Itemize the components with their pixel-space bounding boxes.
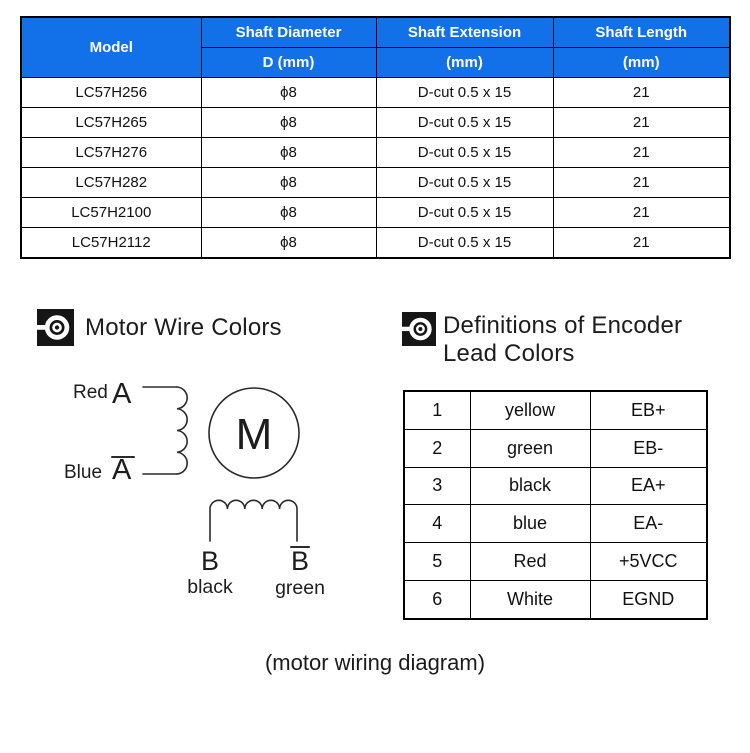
section-title-line2: Lead Colors xyxy=(443,340,575,367)
color-cell: Red xyxy=(470,543,590,581)
section-title-text: Motor Wire Colors xyxy=(85,314,282,341)
shaft-spec-table xyxy=(20,16,731,259)
diameter-cell: ϕ8 xyxy=(201,138,376,168)
color-cell: White xyxy=(470,580,590,618)
diameter-cell: ϕ8 xyxy=(201,108,376,138)
diameter-cell: ϕ8 xyxy=(201,168,376,198)
table-row xyxy=(404,391,707,429)
col-header-shaft-length: Shaft Length xyxy=(553,17,730,48)
length-cell: 21 xyxy=(553,168,730,198)
extension-cell: D-cut 0.5 x 15 xyxy=(376,138,553,168)
length-cell: 21 xyxy=(553,78,730,108)
pin-cell: 5 xyxy=(404,543,470,581)
signal-cell: EA+ xyxy=(590,467,707,505)
col-header-shaft-diameter: Shaft Diameter xyxy=(201,17,376,48)
model-cell: LC57H265 xyxy=(21,108,201,138)
signal-cell: EGND xyxy=(590,580,707,618)
color-cell: black xyxy=(470,467,590,505)
table-row xyxy=(21,138,730,168)
coil-winding-a xyxy=(177,387,187,474)
length-cell: 21 xyxy=(553,138,730,168)
model-cell: LC57H2112 xyxy=(21,228,201,259)
diagram-caption: (motor wiring diagram) xyxy=(264,650,486,675)
col-subheader-length-unit: (mm) xyxy=(553,48,730,78)
length-cell: 21 xyxy=(553,198,730,228)
diameter-cell: ϕ8 xyxy=(201,198,376,228)
coil-winding-b xyxy=(210,500,297,541)
table-row xyxy=(404,543,707,581)
diameter-cell: ϕ8 xyxy=(201,78,376,108)
table-row xyxy=(21,168,730,198)
motor-wire-colors-heading xyxy=(37,309,282,346)
encoder-lead-colors-heading xyxy=(402,312,682,368)
table-row xyxy=(404,580,707,618)
col-subheader-extension-unit: (mm) xyxy=(376,48,553,78)
pin-cell: 2 xyxy=(404,429,470,467)
col-header-model: Model xyxy=(21,17,201,78)
pin-cell: 4 xyxy=(404,505,470,543)
extension-cell: D-cut 0.5 x 15 xyxy=(376,168,553,198)
signal-cell: EB- xyxy=(590,429,707,467)
terminal-label: A xyxy=(112,378,132,410)
color-cell: yellow xyxy=(470,391,590,429)
terminal-label: A xyxy=(112,454,132,486)
signal-cell: +5VCC xyxy=(590,543,707,581)
encoder-lead-table xyxy=(403,390,708,620)
target-spiral-icon xyxy=(37,309,74,346)
table-row xyxy=(21,108,730,138)
table-row xyxy=(21,228,730,259)
extension-cell: D-cut 0.5 x 15 xyxy=(376,78,553,108)
model-cell: LC57H282 xyxy=(21,168,201,198)
col-header-shaft-extension: Shaft Extension xyxy=(376,17,553,48)
color-cell: green xyxy=(470,429,590,467)
motor-letter: M xyxy=(235,410,273,459)
wire-color-label: Red xyxy=(73,382,108,403)
spec-table-header xyxy=(21,17,730,78)
table-row xyxy=(21,78,730,108)
terminal-label: B xyxy=(200,546,220,576)
pin-cell: 1 xyxy=(404,391,470,429)
length-cell: 21 xyxy=(553,228,730,259)
col-subheader-diameter-unit: D (mm) xyxy=(201,48,376,78)
target-spiral-icon xyxy=(402,312,436,346)
table-row xyxy=(404,467,707,505)
pin-cell: 6 xyxy=(404,580,470,618)
table-row xyxy=(21,198,730,228)
model-cell: LC57H276 xyxy=(21,138,201,168)
model-cell: LC57H2100 xyxy=(21,198,201,228)
terminal-label: B xyxy=(290,546,310,576)
wire-color-label: black xyxy=(187,576,233,598)
signal-cell: EB+ xyxy=(590,391,707,429)
wire-color-label: Blue xyxy=(64,462,103,483)
section-title-text xyxy=(443,312,682,368)
extension-cell: D-cut 0.5 x 15 xyxy=(376,198,553,228)
signal-cell: EA- xyxy=(590,505,707,543)
length-cell: 21 xyxy=(553,108,730,138)
table-row xyxy=(404,429,707,467)
section-title-line1: Definitions of Encoder xyxy=(443,312,683,339)
extension-cell: D-cut 0.5 x 15 xyxy=(376,108,553,138)
color-cell: blue xyxy=(470,505,590,543)
diameter-cell: ϕ8 xyxy=(201,228,376,259)
extension-cell: D-cut 0.5 x 15 xyxy=(376,228,553,259)
pin-cell: 3 xyxy=(404,467,470,505)
table-row xyxy=(404,505,707,543)
model-cell: LC57H256 xyxy=(21,78,201,108)
wire-color-label: green xyxy=(275,577,325,599)
motor-wiring-diagram xyxy=(40,372,350,607)
